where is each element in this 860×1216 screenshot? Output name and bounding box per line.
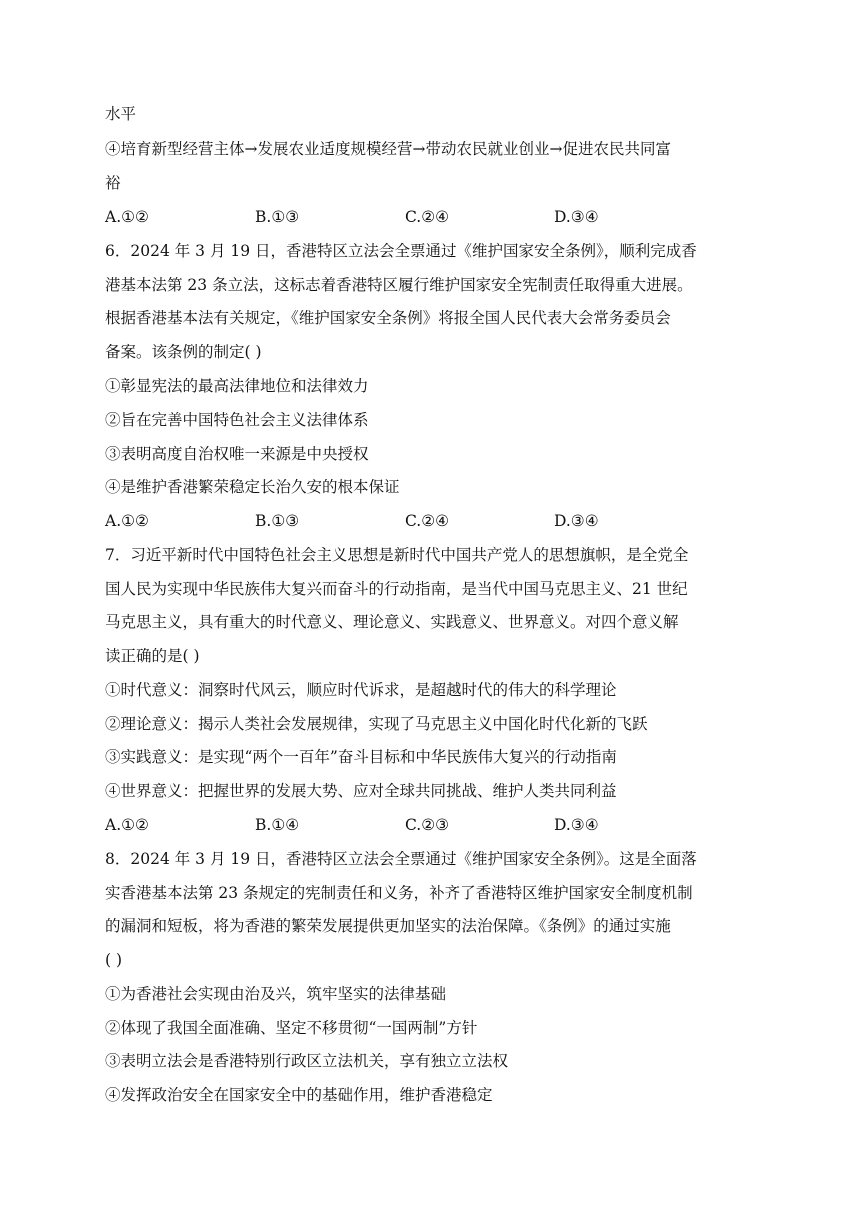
q8-item-4: ④发挥政治安全在国家安全中的基础作用，维护香港稳定 xyxy=(105,1086,493,1104)
q6-item-3: ③表明高度自治权唯一来源是中央授权 xyxy=(105,445,369,463)
q7-choice-c[interactable]: C.②③ xyxy=(405,816,450,834)
q6-choice-c[interactable]: C.②④ xyxy=(405,512,450,530)
q8-stem-line3: 的漏洞和短板，将为香港的繁荣发展提供更加坚实的法治保障。《条例》的通过实施 xyxy=(105,917,671,935)
q6-choice-d[interactable]: D.③④ xyxy=(554,512,599,530)
q5-choice-b[interactable]: B.①③ xyxy=(255,208,300,226)
q7-item-1: ①时代意义：洞察时代风云，顺应时代诉求，是超越时代的伟大的科学理论 xyxy=(105,681,617,699)
q6-item-2: ②旨在完善中国特色社会主义法律体系 xyxy=(105,411,369,429)
q7-stem-line3: 马克思主义，具有重大的时代意义、理论意义、实践意义、世界意义。对四个意义解 xyxy=(105,613,679,631)
q8-stem-line2: 实香港基本法第 23 条规定的宪制责任和义务，补齐了香港特区维护国家安全制度机制 xyxy=(105,884,693,902)
q6-choice-a[interactable]: A.①② xyxy=(105,512,149,530)
q7-item-2: ②理论意义：揭示人类社会发展规律，实现了马克思主义中国化时代化新的飞跃 xyxy=(105,715,648,733)
q6-stem-line1: 6．2024 年 3 月 19 日，香港特区立法会全票通过《维护国家安全条例》，顺利完成香 xyxy=(105,242,697,260)
q7-answer-choices xyxy=(105,812,770,838)
q7-item-3: ③实践意义：是实现“两个一百年”奋斗目标和中华民族伟大复兴的行动指南 xyxy=(105,748,617,766)
q8-stem-line4: ( ) xyxy=(105,951,123,969)
q5-option3-continuation: 水平 xyxy=(105,105,137,123)
q5-option4-line1: ④培育新型经营主体→发展农业适度规模经营→带动农民就业创业→促进农民共同富 xyxy=(105,140,671,158)
q7-stem-line2: 国人民为实现中华民族伟大复兴而奋斗的行动指南，是当代中国马克思主义、21 世纪 xyxy=(105,580,688,598)
q7-item-4: ④世界意义：把握世界的发展大势、应对全球共同挑战、维护人类共同利益 xyxy=(105,782,617,800)
q8-item-2: ②体现了我国全面准确、坚定不移贯彻“一国两制”方针 xyxy=(105,1019,478,1037)
q7-choice-d[interactable]: D.③④ xyxy=(554,816,599,834)
q6-item-1: ①彰显宪法的最高法律地位和法律效力 xyxy=(105,377,369,395)
q5-option4-line2: 裕 xyxy=(105,174,121,192)
q7-choice-b[interactable]: B.①④ xyxy=(255,816,300,834)
q7-stem-line1: 7．习近平新时代中国特色社会主义思想是新时代中国共产党人的思想旗帜，是全党全 xyxy=(105,546,689,564)
q6-choice-b[interactable]: B.①③ xyxy=(255,512,300,530)
q6-stem-line3: 根据香港基本法有关规定，《维护国家安全条例》将报全国人民代表大会常务委员会 xyxy=(105,309,671,327)
q5-choice-a[interactable]: A.①② xyxy=(105,208,149,226)
q5-choice-d[interactable]: D.③④ xyxy=(554,208,599,226)
q8-item-1: ①为香港社会实现由治及兴，筑牢坚实的法律基础 xyxy=(105,985,447,1003)
q8-stem-line1: 8．2024 年 3 月 19 日，香港特区立法会全票通过《维护国家安全条例》。这是全面落 xyxy=(105,850,697,868)
q5-answer-choices xyxy=(105,204,770,230)
q5-choice-c[interactable]: C.②④ xyxy=(405,208,450,226)
q7-stem-line4: 读正确的是( ) xyxy=(105,647,200,665)
q6-item-4: ④是维护香港繁荣稳定长治久安的根本保证 xyxy=(105,478,400,496)
q7-choice-a[interactable]: A.①② xyxy=(105,816,149,834)
q6-stem-line2: 港基本法第 23 条立法，这标志着香港特区履行维护国家安全宪制责任取得重大进展。 xyxy=(105,276,693,294)
q6-answer-choices xyxy=(105,508,770,534)
q8-item-3: ③表明立法会是香港特别行政区立法机关，享有独立立法权 xyxy=(105,1052,509,1070)
q6-stem-line4: 备案。该条例的制定( ) xyxy=(105,343,262,361)
